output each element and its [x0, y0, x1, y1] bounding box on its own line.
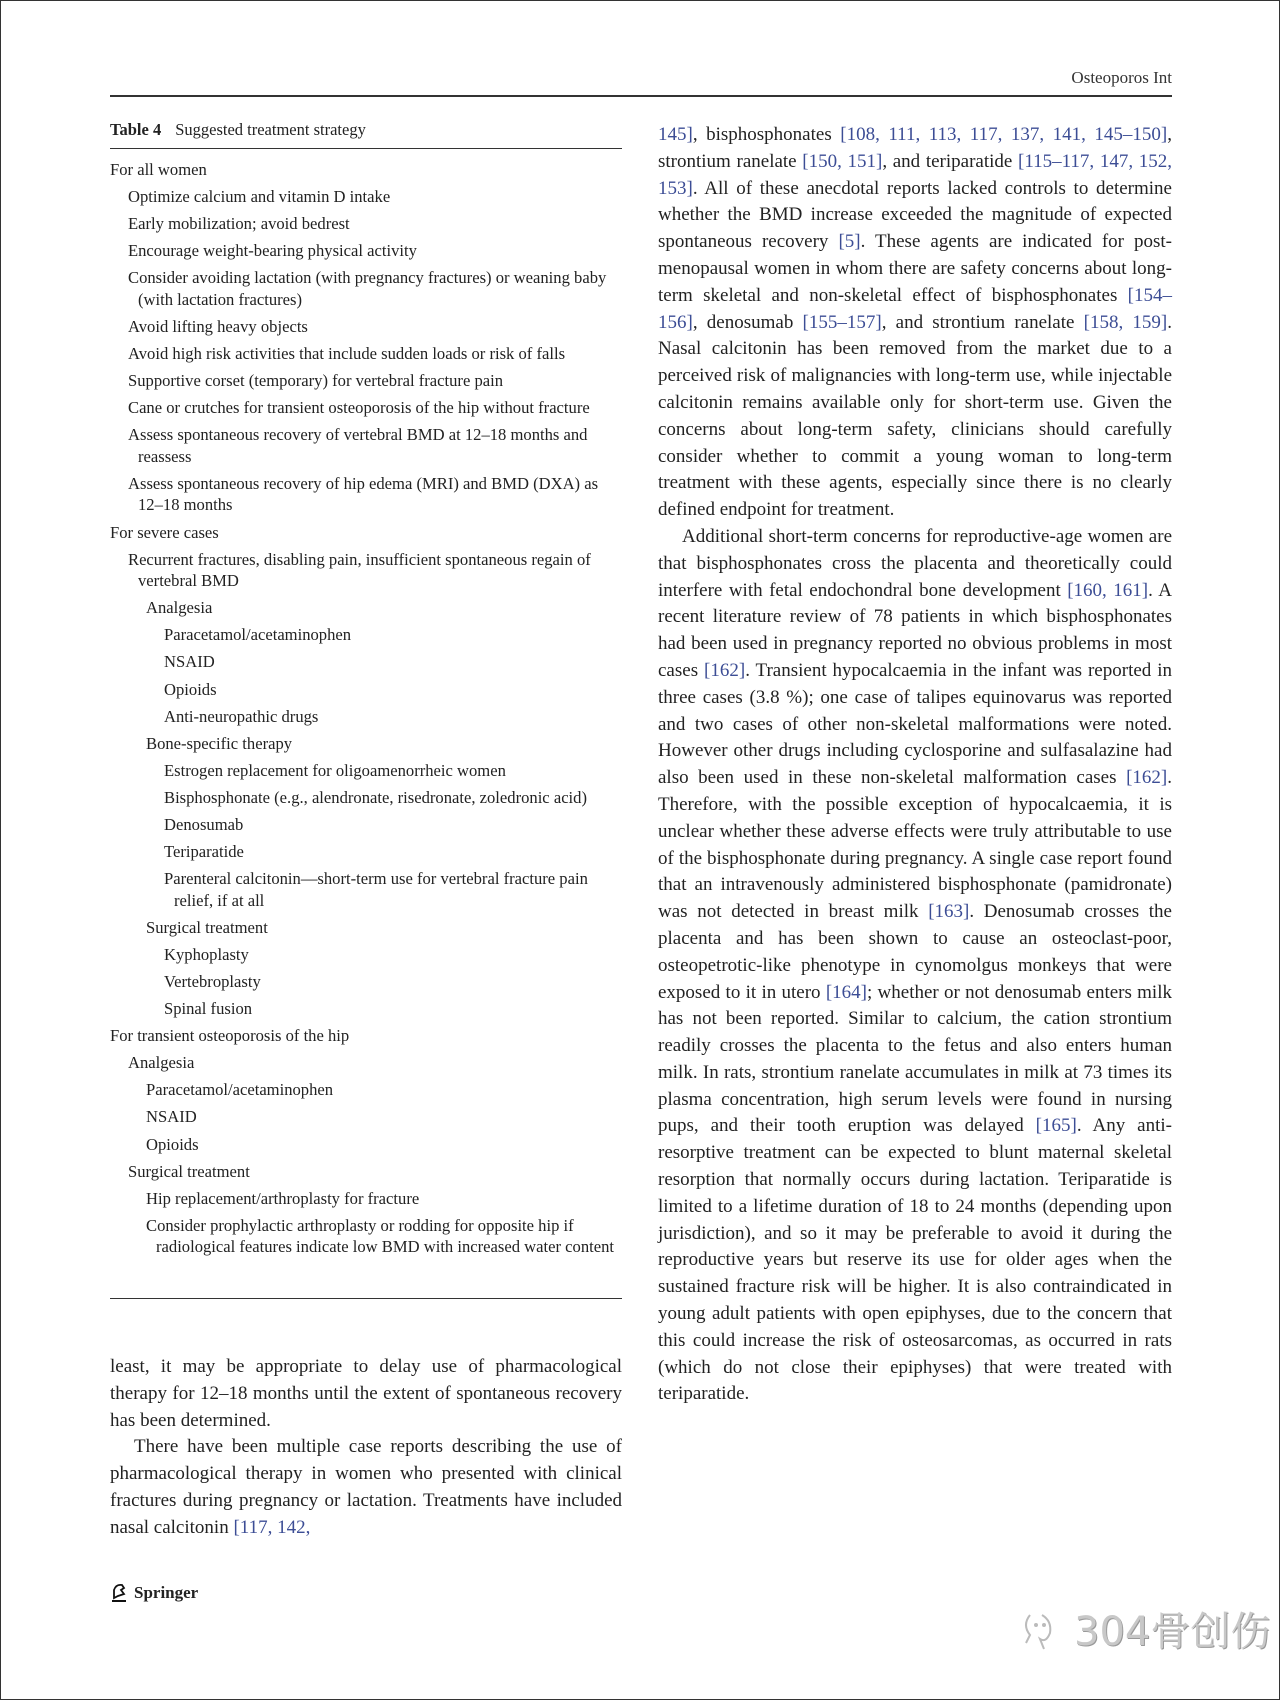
left-column-text: [110, 1354, 622, 1542]
table-row: Bisphosphonate (e.g., alendronate, risedronate, zoledronic acid): [164, 787, 587, 807]
table-row: Cane or crutches for transient osteoporosis of the hip without fracture: [128, 398, 590, 418]
table-row: Optimize calcium and vitamin D intake: [128, 187, 391, 207]
paragraph: Additional short-term concerns for reproductive-age women are that bisphosphonates cross the placenta and theoretically could interfere with fetal endochondral bone development [160, 161]. A recent literature review of 78 patients in which bisphosphonates had been used in pregnancy reported no obvious problems in most cases [162]. Transient hypocalcaemia in the infant was reported in three cases (3.8 %); one case of talipes equinovarus was reported and two cases of other non-skeletal malformations were noted. However other drugs including cyclosporine and sulfasalazine had also been used in these non-skeletal malformation cases [162]. Therefore, with the possible exception of hypocalcaemia, it is unclear whether these adverse effects were truly attributable to use of the bisphosphonate during pregnancy. A single case report found that an intravenously administered bisphosphonate (pamidronate) was not detected in breast milk [163]. Denosumab crosses the placenta and has been shown to cause an osteoclast-poor, osteopetrotic-like phenotype in cynomolgus monkeys that were exposed to it in utero [164]; whether or not denosumab enters milk has not been reported. Similar to calcium, the cation strontium readily crosses the placenta to the fetus and also enters human milk. In rats, strontium ranelate accumulates in milk at 73 times its plasma concentration, high serum levels were found in nursing pups, and their tooth eruption was delayed [165]. Any anti-resorptive treatment can be expected to blunt maternal skeletal resorption that normally occurs during lactation. Teriparatide is limited to a lifetime duration of 18 to 24 months (depending upon jurisdiction), and so it may be preferable to avoid it during the reproductive years but reserve its use for older ages when the sustained fracture risk will be higher. It is also contraindicated in young adult patients with open epiphyses, due to the concern that this could increase the risk of osteosarcomas, as occurred in rats (which do not close their epiphyses) that were treated with teriparatide.: [658, 525, 1172, 1405]
table-row: Consider prophylactic arthroplasty or rodding for opposite hip if radiological features indicate low BMD with increased water content: [146, 1215, 615, 1257]
table-row: Paracetamol/acetaminophen: [146, 1080, 334, 1100]
table-row: Surgical treatment: [146, 917, 268, 937]
table-title: Suggested treatment strategy: [175, 120, 366, 139]
table-row: NSAID: [146, 1107, 197, 1127]
table-row: Paracetamol/acetaminophen: [164, 625, 352, 645]
table-row: Teriparatide: [164, 842, 244, 862]
paragraph: 145], bisphosphonates [108, 111, 113, 117, 137, 141, 145–150], strontium ranelate [150, 151], and teriparatide [115–117, 147, 152, 153]. All of these anecdotal reports lacked controls to determine whether the BMD increase exceeded the magnitude of expected spontaneous recovery [5]. These agents are indicated for post-menopausal women in whom there are safety concerns about long-term skeletal and non-skeletal effect of bisphosphonates [154–156], denosumab [155–157], and strontium ranelate [158, 159]. Nasal calcitonin has been removed from the market due to a perceived risk of malignancies with long-term use, while injectable calcitonin remains available only for short-term use. Given the concerns about long-term safety, clinicians should carefully consider whether to commit a young woman to long-term treatment with these agents, especially since there is no clearly defined endpoint for treatment.: [658, 124, 1173, 521]
table-row: Assess spontaneous recovery of vertebral BMD at 12–18 months and reassess: [128, 425, 588, 466]
paragraph: least, it may be appropriate to delay use of pharmacological therapy for 12–18 months until the extent of spontaneous recovery has been determined.: [110, 1356, 622, 1431]
table-row: Vertebroplasty: [164, 971, 261, 991]
table-row: Spinal fusion: [164, 999, 253, 1019]
table-row: Anti-neuropathic drugs: [164, 706, 319, 726]
table-row: For all women: [110, 160, 207, 179]
table-row: Parenteral calcitonin—short-term use for vertebral fracture pain relief, if at all: [164, 869, 588, 910]
table-row: Denosumab: [164, 814, 244, 834]
header-rule: [110, 95, 1172, 97]
running-head-journal: Osteoporos Int: [1071, 68, 1172, 87]
table-row: Surgical treatment: [128, 1161, 250, 1181]
table-row: Consider avoiding lactation (with pregnancy fractures) or weaning baby (with lactation fractures): [128, 268, 607, 309]
paragraph: There have been multiple case reports describing the use of pharmacological therapy in women who presented with clinical fractures during pregnancy or lactation. Treatments have included nasal calcitonin [117, 142,: [110, 1436, 622, 1538]
springer-horse-icon: [110, 1582, 130, 1604]
table-row: Kyphoplasty: [164, 944, 249, 964]
table-row: Early mobilization; avoid bedrest: [128, 214, 350, 234]
table-bottom-rule: [110, 1298, 622, 1299]
publisher-name: Springer: [134, 1583, 199, 1602]
table-row: Assess spontaneous recovery of hip edema (MRI) and BMD (DXA) as 12–18 months: [128, 473, 599, 515]
table-row: Opioids: [146, 1134, 199, 1154]
table-row: Analgesia: [128, 1053, 195, 1073]
table-row: NSAID: [164, 652, 215, 672]
table-row: Avoid high risk activities that include sudden loads or risk of falls: [128, 344, 566, 364]
table-row: Analgesia: [146, 598, 213, 618]
table-number: Table 4: [110, 120, 162, 139]
table-row: Bone-specific therapy: [146, 733, 293, 753]
right-column-text: [658, 122, 1172, 1408]
wechat-icon: [1020, 1607, 1068, 1651]
table-row: For transient osteoporosis of the hip: [110, 1026, 350, 1046]
table-row: Estrogen replacement for oligoamenorrheic women: [164, 760, 506, 780]
table-row: Recurrent fractures, disabling pain, insufficient spontaneous regain of vertebral BMD: [128, 549, 591, 591]
table-caption: [110, 120, 622, 140]
watermark: [1020, 1600, 1270, 1657]
table-row: Hip replacement/arthroplasty for fracture: [146, 1188, 420, 1208]
springer-logo: [110, 1582, 198, 1604]
table-top-rule: [110, 148, 622, 149]
table-row: Supportive corset (temporary) for vertebral fracture pain: [128, 371, 504, 391]
treatment-table: [110, 159, 622, 1263]
table-row: For severe cases: [110, 522, 219, 542]
table-row: Opioids: [164, 679, 217, 699]
table-row: Encourage weight-bearing physical activity: [128, 241, 417, 261]
table-row: Avoid lifting heavy objects: [128, 316, 308, 336]
watermark-text: 304骨创伤: [1074, 1609, 1271, 1655]
